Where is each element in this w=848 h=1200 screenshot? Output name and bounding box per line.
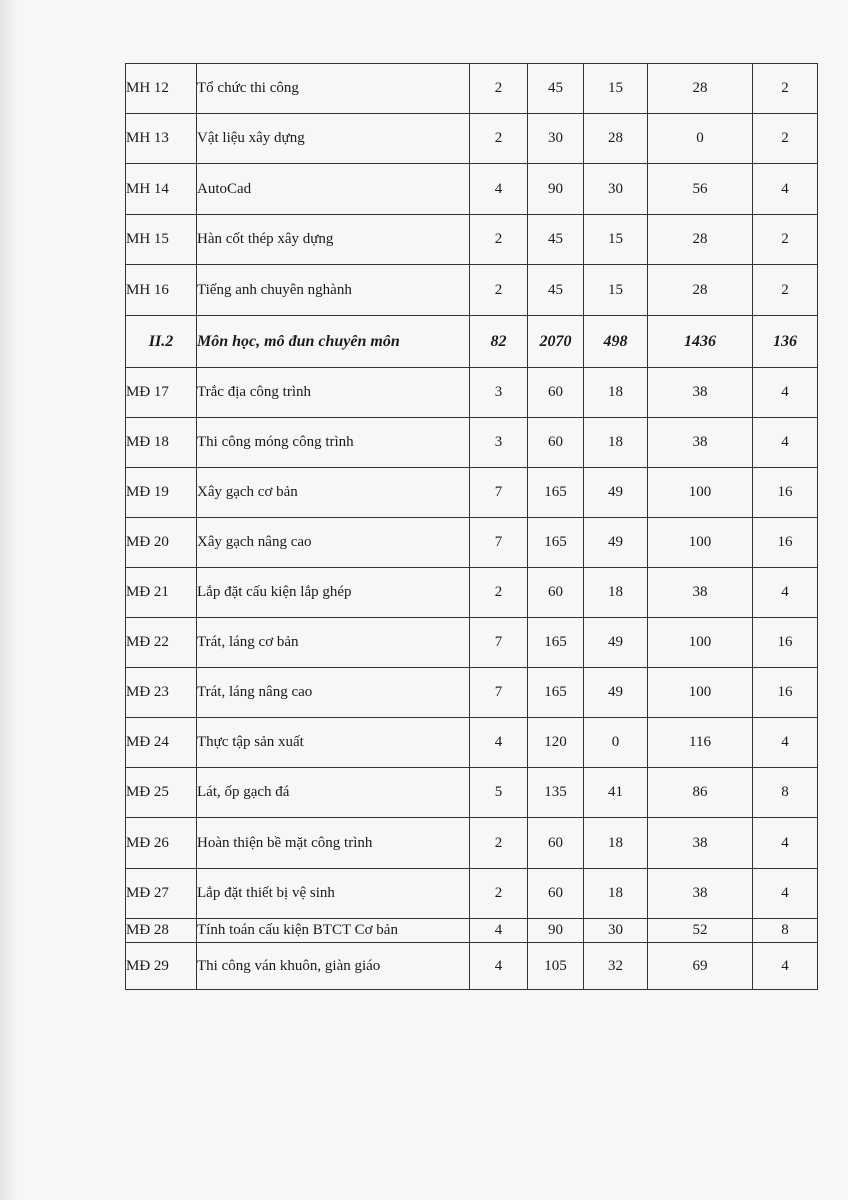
row-name: Xây gạch cơ bản	[197, 468, 470, 518]
row-theory-hours: 18	[584, 869, 648, 919]
row-theory-hours: 18	[584, 568, 648, 618]
row-exam-hours: 4	[753, 418, 818, 468]
row-exam-hours: 16	[753, 668, 818, 718]
row-code: MĐ 21	[126, 568, 197, 618]
row-theory-hours: 41	[584, 768, 648, 818]
row-name: Hoàn thiện bề mặt công trình	[197, 818, 470, 869]
table-row	[126, 568, 818, 618]
row-theory-hours: 15	[584, 265, 648, 316]
row-name: Tính toán cấu kiện BTCT Cơ bản	[197, 919, 470, 943]
row-total-hours: 60	[528, 568, 584, 618]
row-credits: 2	[470, 114, 528, 164]
row-name: Môn học, mô đun chuyên môn	[197, 316, 470, 368]
row-practice-hours: 38	[648, 368, 753, 418]
row-name: Trắc địa công trình	[197, 368, 470, 418]
row-theory-hours: 498	[584, 316, 648, 368]
row-practice-hours: 69	[648, 943, 753, 990]
row-name: Vật liệu xây dựng	[197, 114, 470, 164]
row-exam-hours: 4	[753, 718, 818, 768]
row-exam-hours: 8	[753, 768, 818, 818]
row-name: Trát, láng nâng cao	[197, 668, 470, 718]
table-row	[126, 718, 818, 768]
row-practice-hours: 100	[648, 668, 753, 718]
row-code: MĐ 20	[126, 518, 197, 568]
row-credits: 2	[470, 818, 528, 869]
row-name: Thi công ván khuôn, giàn giáo	[197, 943, 470, 990]
row-practice-hours: 116	[648, 718, 753, 768]
row-theory-hours: 30	[584, 919, 648, 943]
row-total-hours: 60	[528, 368, 584, 418]
row-total-hours: 60	[528, 818, 584, 869]
row-total-hours: 165	[528, 518, 584, 568]
row-exam-hours: 4	[753, 164, 818, 215]
table-row	[126, 368, 818, 418]
table-row	[126, 468, 818, 518]
row-name: Tổ chức thi công	[197, 64, 470, 114]
table-row	[126, 668, 818, 718]
row-exam-hours: 2	[753, 64, 818, 114]
row-credits: 4	[470, 943, 528, 990]
row-total-hours: 120	[528, 718, 584, 768]
row-code: MH 13	[126, 114, 197, 164]
row-practice-hours: 56	[648, 164, 753, 215]
table-row	[126, 943, 818, 990]
row-code: II.2	[126, 316, 197, 368]
row-code: MĐ 17	[126, 368, 197, 418]
row-code: MĐ 24	[126, 718, 197, 768]
row-practice-hours: 28	[648, 215, 753, 265]
row-credits: 5	[470, 768, 528, 818]
row-credits: 4	[470, 718, 528, 768]
page-edge-shadow	[0, 0, 18, 1200]
row-practice-hours: 100	[648, 518, 753, 568]
table-row	[126, 164, 818, 215]
table-row	[126, 869, 818, 919]
row-practice-hours: 100	[648, 468, 753, 518]
row-theory-hours: 28	[584, 114, 648, 164]
row-total-hours: 45	[528, 215, 584, 265]
row-total-hours: 165	[528, 618, 584, 668]
row-practice-hours: 28	[648, 265, 753, 316]
row-name: Lát, ốp gạch đá	[197, 768, 470, 818]
table-row	[126, 919, 818, 943]
row-theory-hours: 49	[584, 468, 648, 518]
row-total-hours: 165	[528, 668, 584, 718]
row-practice-hours: 100	[648, 618, 753, 668]
row-name: Tiếng anh chuyên nghành	[197, 265, 470, 316]
row-theory-hours: 49	[584, 618, 648, 668]
row-name: Thi công móng công trình	[197, 418, 470, 468]
row-theory-hours: 30	[584, 164, 648, 215]
row-name: Xây gạch nâng cao	[197, 518, 470, 568]
row-credits: 4	[470, 164, 528, 215]
row-exam-hours: 4	[753, 568, 818, 618]
row-name: Lắp đặt thiết bị vệ sinh	[197, 869, 470, 919]
row-total-hours: 90	[528, 919, 584, 943]
row-total-hours: 45	[528, 265, 584, 316]
row-credits: 4	[470, 919, 528, 943]
row-theory-hours: 0	[584, 718, 648, 768]
row-exam-hours: 16	[753, 468, 818, 518]
row-code: MĐ 25	[126, 768, 197, 818]
table-row	[126, 215, 818, 265]
row-practice-hours: 38	[648, 418, 753, 468]
row-theory-hours: 18	[584, 418, 648, 468]
row-code: MĐ 23	[126, 668, 197, 718]
row-code: MĐ 26	[126, 818, 197, 869]
row-name: Thực tập sản xuất	[197, 718, 470, 768]
row-code: MĐ 22	[126, 618, 197, 668]
row-code: MH 16	[126, 265, 197, 316]
table-row	[126, 265, 818, 316]
row-theory-hours: 49	[584, 668, 648, 718]
row-practice-hours: 52	[648, 919, 753, 943]
row-practice-hours: 28	[648, 64, 753, 114]
row-exam-hours: 4	[753, 368, 818, 418]
row-theory-hours: 18	[584, 818, 648, 869]
row-name: Trát, láng cơ bản	[197, 618, 470, 668]
row-practice-hours: 0	[648, 114, 753, 164]
row-code: MH 15	[126, 215, 197, 265]
row-credits: 2	[470, 265, 528, 316]
curriculum-table	[125, 63, 818, 990]
row-total-hours: 60	[528, 869, 584, 919]
row-exam-hours: 4	[753, 943, 818, 990]
row-exam-hours: 2	[753, 265, 818, 316]
row-code: MĐ 18	[126, 418, 197, 468]
row-theory-hours: 15	[584, 64, 648, 114]
row-name: Lắp đặt cấu kiện lắp ghép	[197, 568, 470, 618]
row-credits: 3	[470, 368, 528, 418]
table-row	[126, 818, 818, 869]
row-practice-hours: 1436	[648, 316, 753, 368]
row-theory-hours: 15	[584, 215, 648, 265]
table-row	[126, 418, 818, 468]
row-exam-hours: 16	[753, 618, 818, 668]
row-practice-hours: 38	[648, 869, 753, 919]
row-code: MH 14	[126, 164, 197, 215]
row-credits: 7	[470, 668, 528, 718]
row-practice-hours: 86	[648, 768, 753, 818]
table-row	[126, 618, 818, 668]
row-credits: 2	[470, 215, 528, 265]
row-theory-hours: 32	[584, 943, 648, 990]
row-total-hours: 30	[528, 114, 584, 164]
row-exam-hours: 8	[753, 919, 818, 943]
row-credits: 7	[470, 518, 528, 568]
row-code: MĐ 19	[126, 468, 197, 518]
row-credits: 82	[470, 316, 528, 368]
row-total-hours: 165	[528, 468, 584, 518]
row-credits: 2	[470, 64, 528, 114]
row-code: MH 12	[126, 64, 197, 114]
row-total-hours: 105	[528, 943, 584, 990]
row-code: MĐ 27	[126, 869, 197, 919]
row-credits: 2	[470, 869, 528, 919]
row-total-hours: 45	[528, 64, 584, 114]
table-body	[126, 64, 818, 990]
row-credits: 2	[470, 568, 528, 618]
row-exam-hours: 136	[753, 316, 818, 368]
row-code: MĐ 29	[126, 943, 197, 990]
row-total-hours: 60	[528, 418, 584, 468]
row-exam-hours: 4	[753, 869, 818, 919]
row-theory-hours: 18	[584, 368, 648, 418]
row-credits: 3	[470, 418, 528, 468]
row-code: MĐ 28	[126, 919, 197, 943]
table-row	[126, 64, 818, 114]
row-credits: 7	[470, 468, 528, 518]
row-exam-hours: 2	[753, 114, 818, 164]
row-practice-hours: 38	[648, 818, 753, 869]
row-theory-hours: 49	[584, 518, 648, 568]
row-total-hours: 2070	[528, 316, 584, 368]
row-exam-hours: 2	[753, 215, 818, 265]
row-practice-hours: 38	[648, 568, 753, 618]
row-exam-hours: 16	[753, 518, 818, 568]
section-row	[126, 316, 818, 368]
table-row	[126, 114, 818, 164]
row-credits: 7	[470, 618, 528, 668]
row-exam-hours: 4	[753, 818, 818, 869]
row-total-hours: 90	[528, 164, 584, 215]
row-name: AutoCad	[197, 164, 470, 215]
row-total-hours: 135	[528, 768, 584, 818]
table-row	[126, 768, 818, 818]
row-name: Hàn cốt thép xây dựng	[197, 215, 470, 265]
table-row	[126, 518, 818, 568]
